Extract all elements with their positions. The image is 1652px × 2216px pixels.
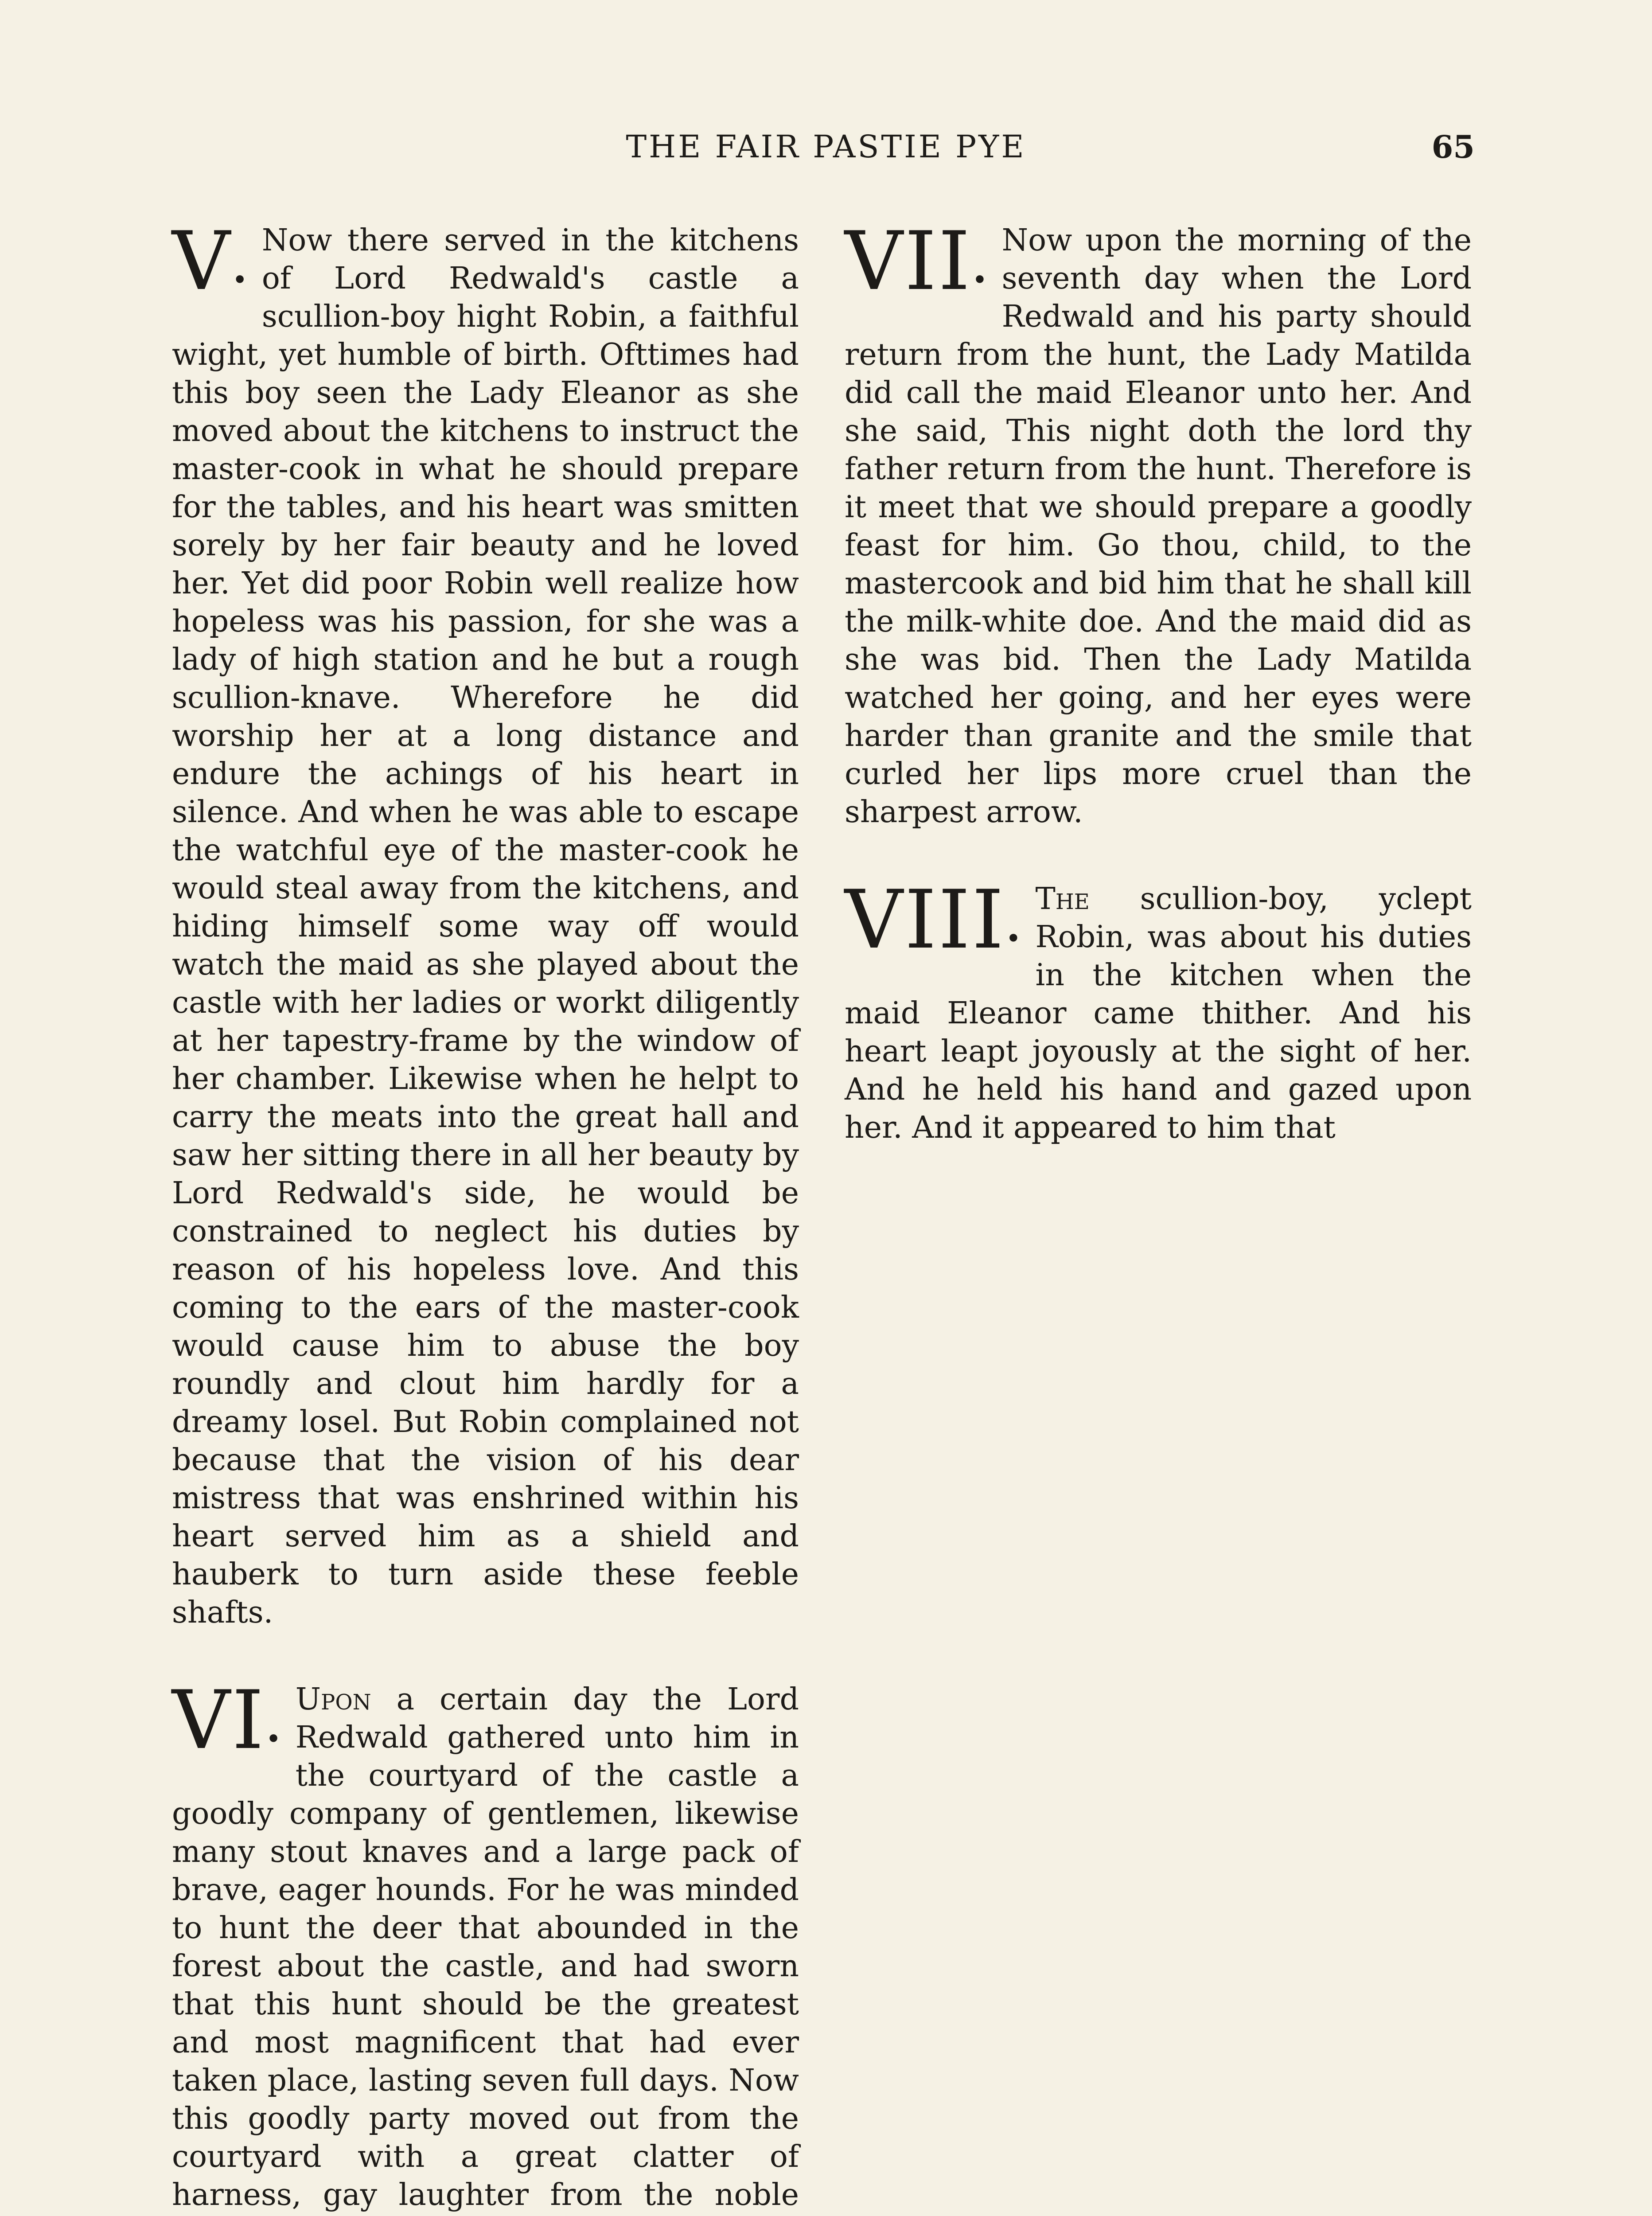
- section-vi-text: a certain day the Lord Redwald gathered unto him in the courtyard of the castle a goodly company of gentlemen, likewise many stout knaves and a large pack of brave, eager hounds. For he was minded to hunt the deer that abounded in the forest about the castle, and had sworn that this hunt should be the greatest and most magnificent that had ever taken place, lasting seven full days. Now this goodly party moved out from the courtyard with a great clatter of harness, gay laughter from the noble: [172, 1682, 799, 2212]
- section-v-text: Now there served in the kitchens of Lord Redwald's castle a scullion-boy hight Robin, a faithful wight, yet humble of birth. Ofttimes had this boy seen the Lady Eleanor as she moved about the kitchens to instruct the master-cook in what he should prepare for the tables, and his heart was smitten sorely by her fair beauty and he loved her. Yet did poor Robin well realize how hopeless was his passion, for she was a lady of high station and he but a rough scullion-knave. Wherefore he did worship her at a long distance and endure the achings of his heart in silence. And when he was able to escape the watchful eye of the master-cook he would steal away from the kitchens, and hiding himself some way off would watch the maid as she played about the castle with her ladies or workt diligently at her tapestry-frame by the window of her chamber. Likewise when he helpt to carry the meats into the great hall and saw her sitting there in all her beauty by Lord Redwald's side, he would be constrained to neglect his duties by reason of his hopeless love. And this coming to the ears of the master-cook would cause him to abuse the boy roundly and clout him hardly for a dreamy losel. But Robin complained not because that the vision of his dear mistress that was enshrined within his heart served him as a shield and hauberk to turn aside these feeble shafts.: [172, 223, 799, 1630]
- right-column: [845, 214, 1472, 1147]
- section-viii-numeral: VIII•: [845, 873, 1021, 967]
- section-v: [172, 214, 799, 1632]
- section-vi-numeral: VI•: [172, 1673, 281, 1767]
- left-column: [172, 214, 799, 2216]
- section-vii-text: Now upon the morning of the seventh day when the Lord Redwald and his party should return from the hunt, the Lady Matilda did call the maid Eleanor unto her. And she said, This night doth the lord thy father return from the hunt. Therefore is it meet that we should prepare a goodly feast for him. Go thou, child, to the mastercook and bid him that he shall kill the milk-white doe. And the maid did as she was bid. Then the Lady Matilda watched her going, and her eyes were harder than granite and the smile that curled her lips more cruel than the sharpest arrow.: [845, 223, 1472, 830]
- section-viii-lead: The: [1035, 882, 1090, 917]
- section-viii-text: scullion-boy, yclept Robin, was about his duties in the kitchen when the maid Eleanor came thither. And his heart leapt joyously at the sight of her. And he held his hand and gazed upon her. And it appeared to him that: [845, 882, 1472, 1145]
- section-viii: [845, 873, 1472, 1147]
- section-v-numeral: V•: [172, 214, 248, 308]
- page-header-title: THE FAIR PASTIE PYE: [626, 129, 1026, 165]
- section-vii: [845, 214, 1472, 831]
- page-number: 65: [1431, 129, 1475, 165]
- section-vii-numeral: VII•: [845, 214, 988, 308]
- section-vi-lead: Upon: [295, 1682, 371, 1717]
- section-vi: [172, 1673, 799, 2216]
